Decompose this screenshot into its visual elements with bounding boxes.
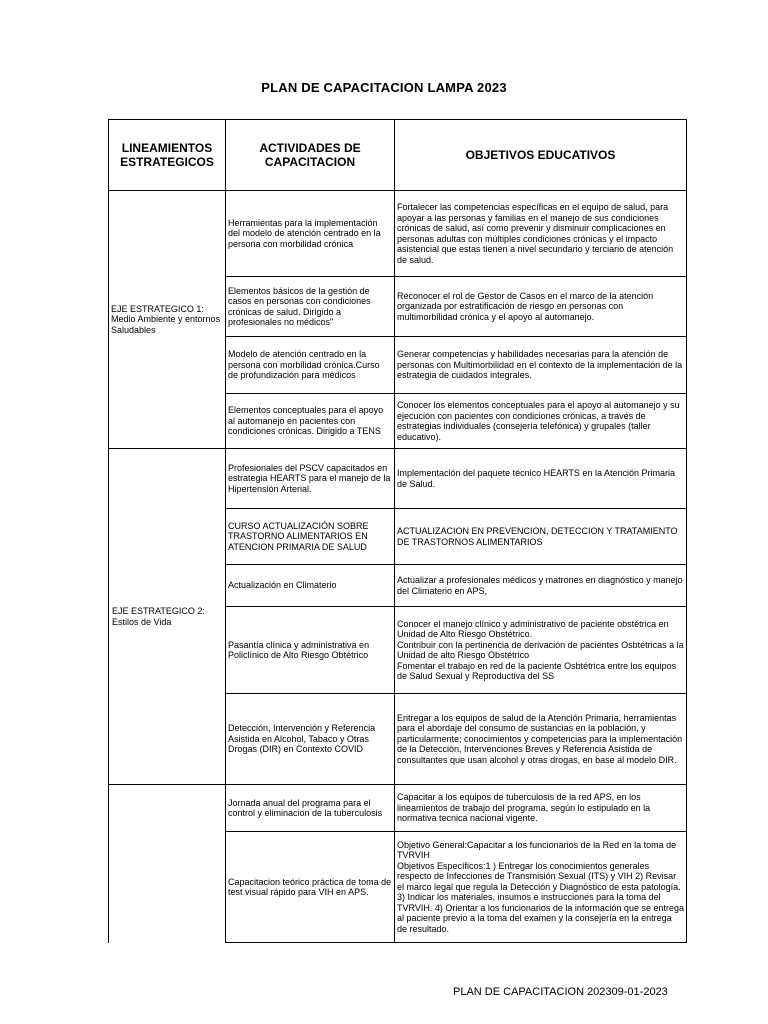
- header-objetivos: OBJETIVOS EDUCATIVOS: [395, 120, 687, 191]
- actividad-cell: Elementos básicos de la gestión de casos en personas con condiciones crónicas de salud. Dirigido a profesionales no médicos": [226, 277, 395, 337]
- actividad-cell: Detección, Intervención y Referencia Asistida en Alcohol, Tabaco y Otras Drogas (DIR) en Contexto COVID: [226, 694, 395, 785]
- objetivo-cell: Actualizar a profesionales médicos y matrones en diagnóstico y manejo del Climaterio en APS,: [395, 565, 687, 607]
- eje-1-label: EJE ESTRATEGICO 1: Medio Ambiente y entornos Saludables: [109, 191, 226, 449]
- actividad-cell: Modelo de atención centrado en la persona con morbilidad crónica.Curso de profundización para médicos: [226, 337, 395, 394]
- actividad-cell: Elementos conceptuales para el apoyo al automanejo en pacientes con condiciones crónicas. Dirigido a TENS: [226, 394, 395, 449]
- page-title: PLAN DE CAPACITACION LAMPA 2023: [261, 80, 507, 95]
- table-row: [109, 785, 687, 832]
- objetivo-cell: Objetivo General:Capacitar a los funcionarios de la Red en la toma de TVRVIH Objetivos Específicos:1 ) Entregar los conocimientos generales respecto de Infecciones de Transmisión Sexual (ITS) y VIH 2) Revisar el marco legal que regula la Detección y Diagnóstico de esta patología. 3) Indicar los materiales, insumos e instrucciones para la toma del TVRVIH. 4) Orientar a los funcionarios de la información que se entrega al paciente previo a la toma del examen y la consejería en la entrega de resultado.: [395, 832, 687, 943]
- header-lineamientos: LINEAMIENTOS ESTRATEGICOS: [109, 120, 226, 191]
- objetivo-cell: Conocer el manejo clínico y administrativo de paciente obstétrica en Unidad de Alto Riesgo Obstétrico. Contribuir con la pertinencia de derivación de pacientes Osbtétricas a la Unidad de alto Riesgo Obstétrico Fomentar el trabajo en red de la paciente Osbtétrica entre los equipos de Salud Sexual y Reproductiva del SS: [395, 607, 687, 694]
- actividad-cell: CURSO ACTUALIZACIÓN SOBRE TRASTORNO ALIMENTARIOS EN ATENCION PRIMARIA DE SALUD: [226, 509, 395, 565]
- objetivo-cell: Entregar a los equipos de salud de la Atención Primaria, herramientas para el abordaje del consumo de sustancias en la población, y particularmente; conocimientos y competencias para la implementación de la Detección, Intervenciones Breves y Referencia Asistida de consultantes que usan alcohol y otras drogas, en base al modelo DIR.: [395, 694, 687, 785]
- objetivo-cell: Conocer los elementos conceptuales para el apoyo al automanejo y su ejecución con pacientes con condiciones crónicas, a través de estrategias individuales (consejería telefónica) y grupales (taller educativo).: [395, 394, 687, 449]
- objetivo-cell: ACTUALIZACION EN PREVENCION, DETECCION Y TRATAMIENTO DE TRASTORNOS ALIMENTARIOS: [395, 509, 687, 565]
- header-actividades: ACTIVIDADES DE CAPACITACION: [226, 120, 395, 191]
- objetivo-cell: Fortalecer las competencias específicas en el equipo de salud, para apoyar a las personas y familias en el manejo de sus condiciones crónicas de salud, así como prevenir y disminuir complicaciones en personas adultas con múltiples condiciones crónicas y el impacto asistencial que estas tienen a nivel secundario y terciario de atención de salud.: [395, 191, 687, 277]
- actividad-cell: Actualización en Climaterio: [226, 565, 395, 607]
- actividad-cell: Pasantía clínica y administrativa en Policlínico de Alto Riesgo Obtétrico: [226, 607, 395, 694]
- actividad-cell: Herramientas para la implementación del modelo de atención centrado en la persona con morbilidad crónica: [226, 191, 395, 277]
- objetivo-cell: Generar competencias y habilidades necesarias para la atención de personas con Multimorbilidad en el contexto de la implementación de la estrategia de cuidados integrales.: [395, 337, 687, 394]
- objetivo-cell: Reconocer el rol de Gestor de Casos en el marco de la atención organizada por estratificación de riesgo en personas con multimorbilidad crónica y el apoyo al automanejo.: [395, 277, 687, 337]
- actividad-cell: Jornada anual del programa para el control y eliminacion de la tuberculosis: [226, 785, 395, 832]
- table-row: [109, 449, 687, 509]
- objetivo-cell: Capacitar a los equipos de tuberculosis de la red APS, en los lineamientos de trabajo del programa, según lo estipulado en la normativa tecnica nacional vigente.: [395, 785, 687, 832]
- eje-2-label: EJE ESTRATEGICO 2: Estilos de Vida: [109, 449, 226, 785]
- actividad-cell: Profesionales del PSCV capacitados en estrategia HEARTS para el manejo de la Hipertensión Arterial.: [226, 449, 395, 509]
- table-row: [109, 191, 687, 277]
- training-plan-table: [108, 119, 687, 943]
- eje-3-label: [109, 785, 226, 943]
- objetivo-cell: Implementación del paquete técnico HEARTS en la Atención Primaria de Salud.: [395, 449, 687, 509]
- actividad-cell: Capacitacion teórico práctica de toma de test visual rápido para VIH en APS.: [226, 832, 395, 943]
- page-footer: PLAN DE CAPACITACION 202309-01-2023: [453, 986, 668, 998]
- table-header-row: [109, 120, 687, 191]
